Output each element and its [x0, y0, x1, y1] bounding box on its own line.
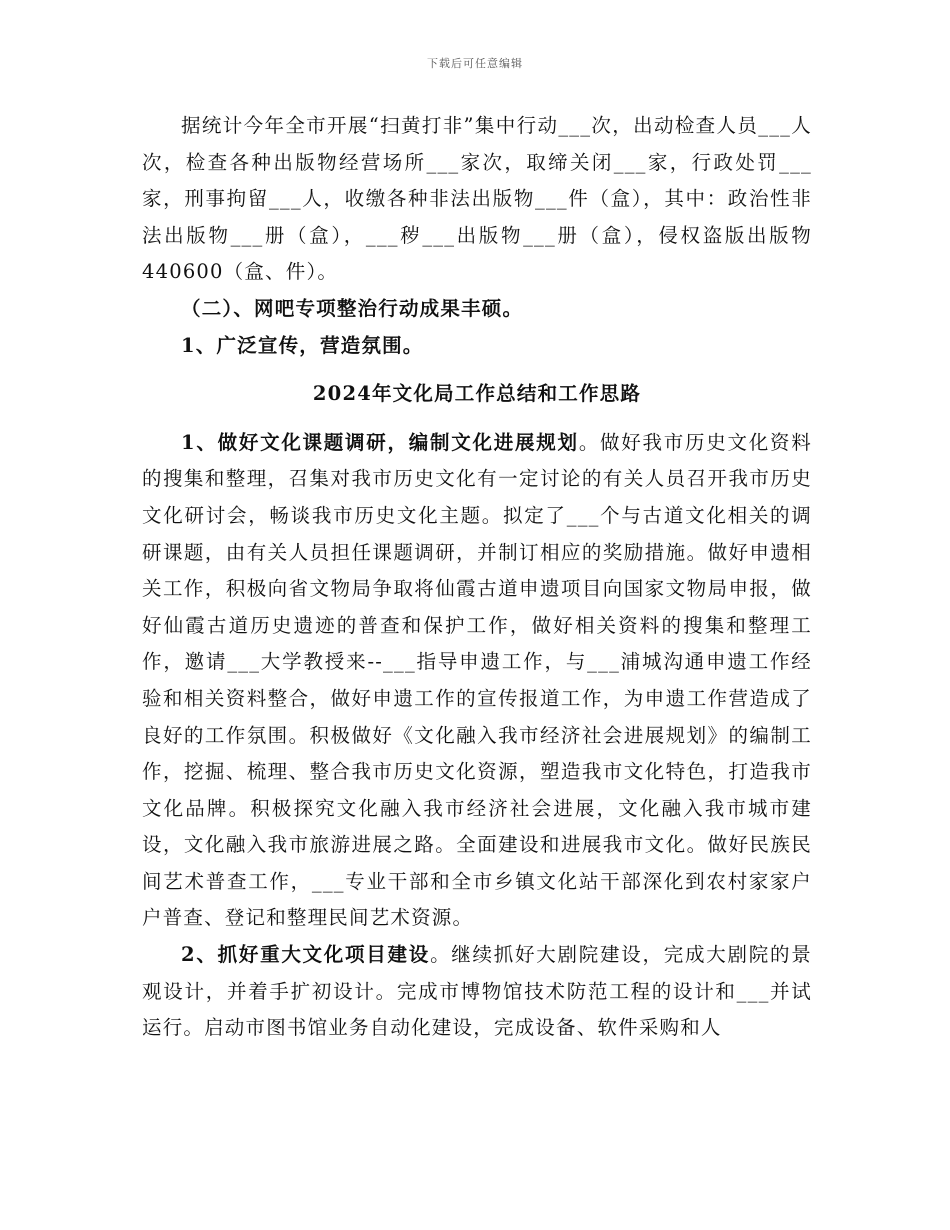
- stats-paragraph: 据统计今年全市开展“扫黄打非”集中行动___次，出动检查人员___人次，检查各种出版物经营场所___家次，取缔关闭___家，行政处罚___家，刑事拘留___人，收缴各种非法出版物___件（盒），其中：政治性非法出版物___册（盒），___秽___出版物___册（盒），侵权盗版出版物440600（盒、件）。: [142, 114, 812, 284]
- section-subheading: （二）、网吧专项整治行动成果丰硕。: [181, 296, 524, 320]
- point-2-paragraph: [142, 937, 812, 1047]
- point-1-lead: 1、做好文化课题调研，编制文化进展规划: [181, 430, 579, 454]
- point-2-body: 。继续抓好大剧院建设，完成大剧院的景观设计，并着手扩初设计。完成市博物馆技术防范工程的设计和___并试运行。启动市图书馆业务自动化建设，完成设备、软件采购和人: [142, 943, 812, 1040]
- section-item-1: 1、广泛宣传，营造氛围。: [181, 333, 424, 357]
- point-2-lead: 2、抓好重大文化项目建设: [181, 943, 431, 967]
- point-1-body: 。做好我市历史文化资料的搜集和整理，召集对我市历史文化有一定讨论的有关人员召开我市历史文化研讨会，畅谈我市历史文化主题。拟定了___个与古道文化相关的调研课题，由有关人员担任课题调研，并制订相应的奖励措施。做好申遗相关工作，积极向省文物局争取将仙霞古道申遗项目向国家文物局申报，做好仙霞古道历史遗迹的普查和保护工作，做好相关资料的搜集和整理工作，邀请___大学教授来--___指导申遗工作，与___浦城沟通申遗工作经验和相关资料整合，做好申遗工作的宣传报道工作，为申遗工作营造成了良好的工作氛围。积极做好《文化融入我市经济社会进展规划》的编制工作，挖掘、梳理、整合我市历史文化资源，塑造我市文化特色，打造我市文化品牌。积极探究文化融入我市经济社会进展，文化融入我市城市建设，文化融入我市旅游进展之路。全面建设和进展我市文化。做好民族民间艺术普查工作，___专业干部和全市乡镇文化站干部深化到农村家家户户普查、登记和整理民间艺术资源。: [142, 430, 813, 930]
- document-body: [142, 108, 812, 1047]
- page-header-note: 下载后可任意编辑: [427, 57, 523, 70]
- point-1-paragraph: [142, 425, 812, 937]
- document-title: 2024年文化局工作总结和工作思路: [312, 382, 642, 406]
